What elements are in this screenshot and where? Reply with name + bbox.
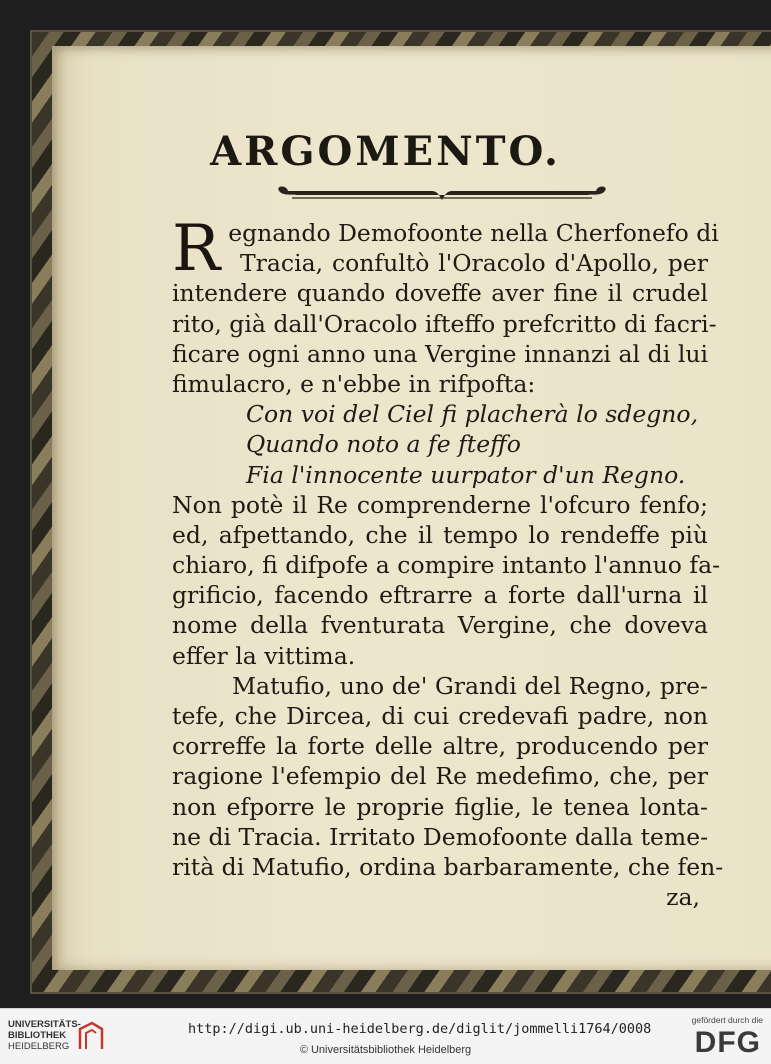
page-title: ARGOMENTO. xyxy=(210,128,561,175)
text-line: Fia l'innocente uurpator d'un Regno. xyxy=(246,460,686,489)
text-line: Non potè il Re comprenderne l'ofcuro fenfo; xyxy=(172,490,708,519)
copyright-notice: © Universitätsbibliothek Heidelberg xyxy=(299,1044,472,1056)
text-line: ficare ogni anno una Vergine innanzi al di lui xyxy=(172,339,708,368)
text-line: fimulacro, e n'ebbe in rifpofta: xyxy=(172,369,536,398)
text-line: Tracia, confultò l'Oracolo d'Apollo, per xyxy=(240,249,708,278)
library-city: HEIDELBERG xyxy=(8,1041,70,1052)
text-line: egnando Demofoonte nella Cherfonefo di xyxy=(228,219,719,247)
text-line: ragione l'efempio del Re medefimo, che, per xyxy=(172,762,708,791)
text-line: grificio, facendo eftrarre a forte dall'urna il xyxy=(172,581,708,610)
library-name: UNIVERSITÄTS- BIBLIOTHEK xyxy=(8,1019,81,1041)
catchword: za, xyxy=(666,883,700,911)
funding-note: gefördert durch die xyxy=(691,1015,763,1025)
ornament-divider-icon xyxy=(272,182,612,204)
dfg-logo: DFG xyxy=(694,1026,761,1059)
text-line: Quando noto a fe fteffo xyxy=(246,430,521,459)
text-line: effer la vittima. xyxy=(172,641,356,670)
text-line: rità di Matufio, ordina barbaramente, che fen- xyxy=(172,852,724,881)
text-line: nome della fventurata Vergine, che doveva xyxy=(172,611,708,640)
text-line: ed, afpettando, che il tempo lo rendeffe più xyxy=(172,520,708,549)
text-line: tefe, che Dircea, di cui credevafi padre, non xyxy=(172,702,708,730)
text-line: intendere quando doveffe aver fine il crudel xyxy=(172,279,708,308)
body-text xyxy=(172,212,724,882)
viewer-footer xyxy=(0,1008,771,1064)
text-line: ne di Tracia. Irritato Demofoonte dalla teme- xyxy=(172,822,709,851)
permalink-url[interactable]: http://digi.ub.uni-heidelberg.de/diglit/jommelli1764/0008 xyxy=(188,1021,652,1037)
text-line: correffe la forte delle altre, producendo per xyxy=(172,732,708,761)
text-line: Con voi del Ciel fi placherà lo sdegno, xyxy=(246,400,699,429)
text-line: chiaro, fi difpofe a compire intanto l'annuo fa- xyxy=(172,551,721,580)
text-line: rito, già dall'Oracolo ifteffo prefcritto di facri- xyxy=(172,309,717,338)
text-line: non efporre le proprie figlie, le tenea lonta- xyxy=(172,792,708,821)
drop-cap: R xyxy=(172,212,221,286)
text-line: Matufio, uno de' Grandi del Regno, pre- xyxy=(232,671,708,700)
